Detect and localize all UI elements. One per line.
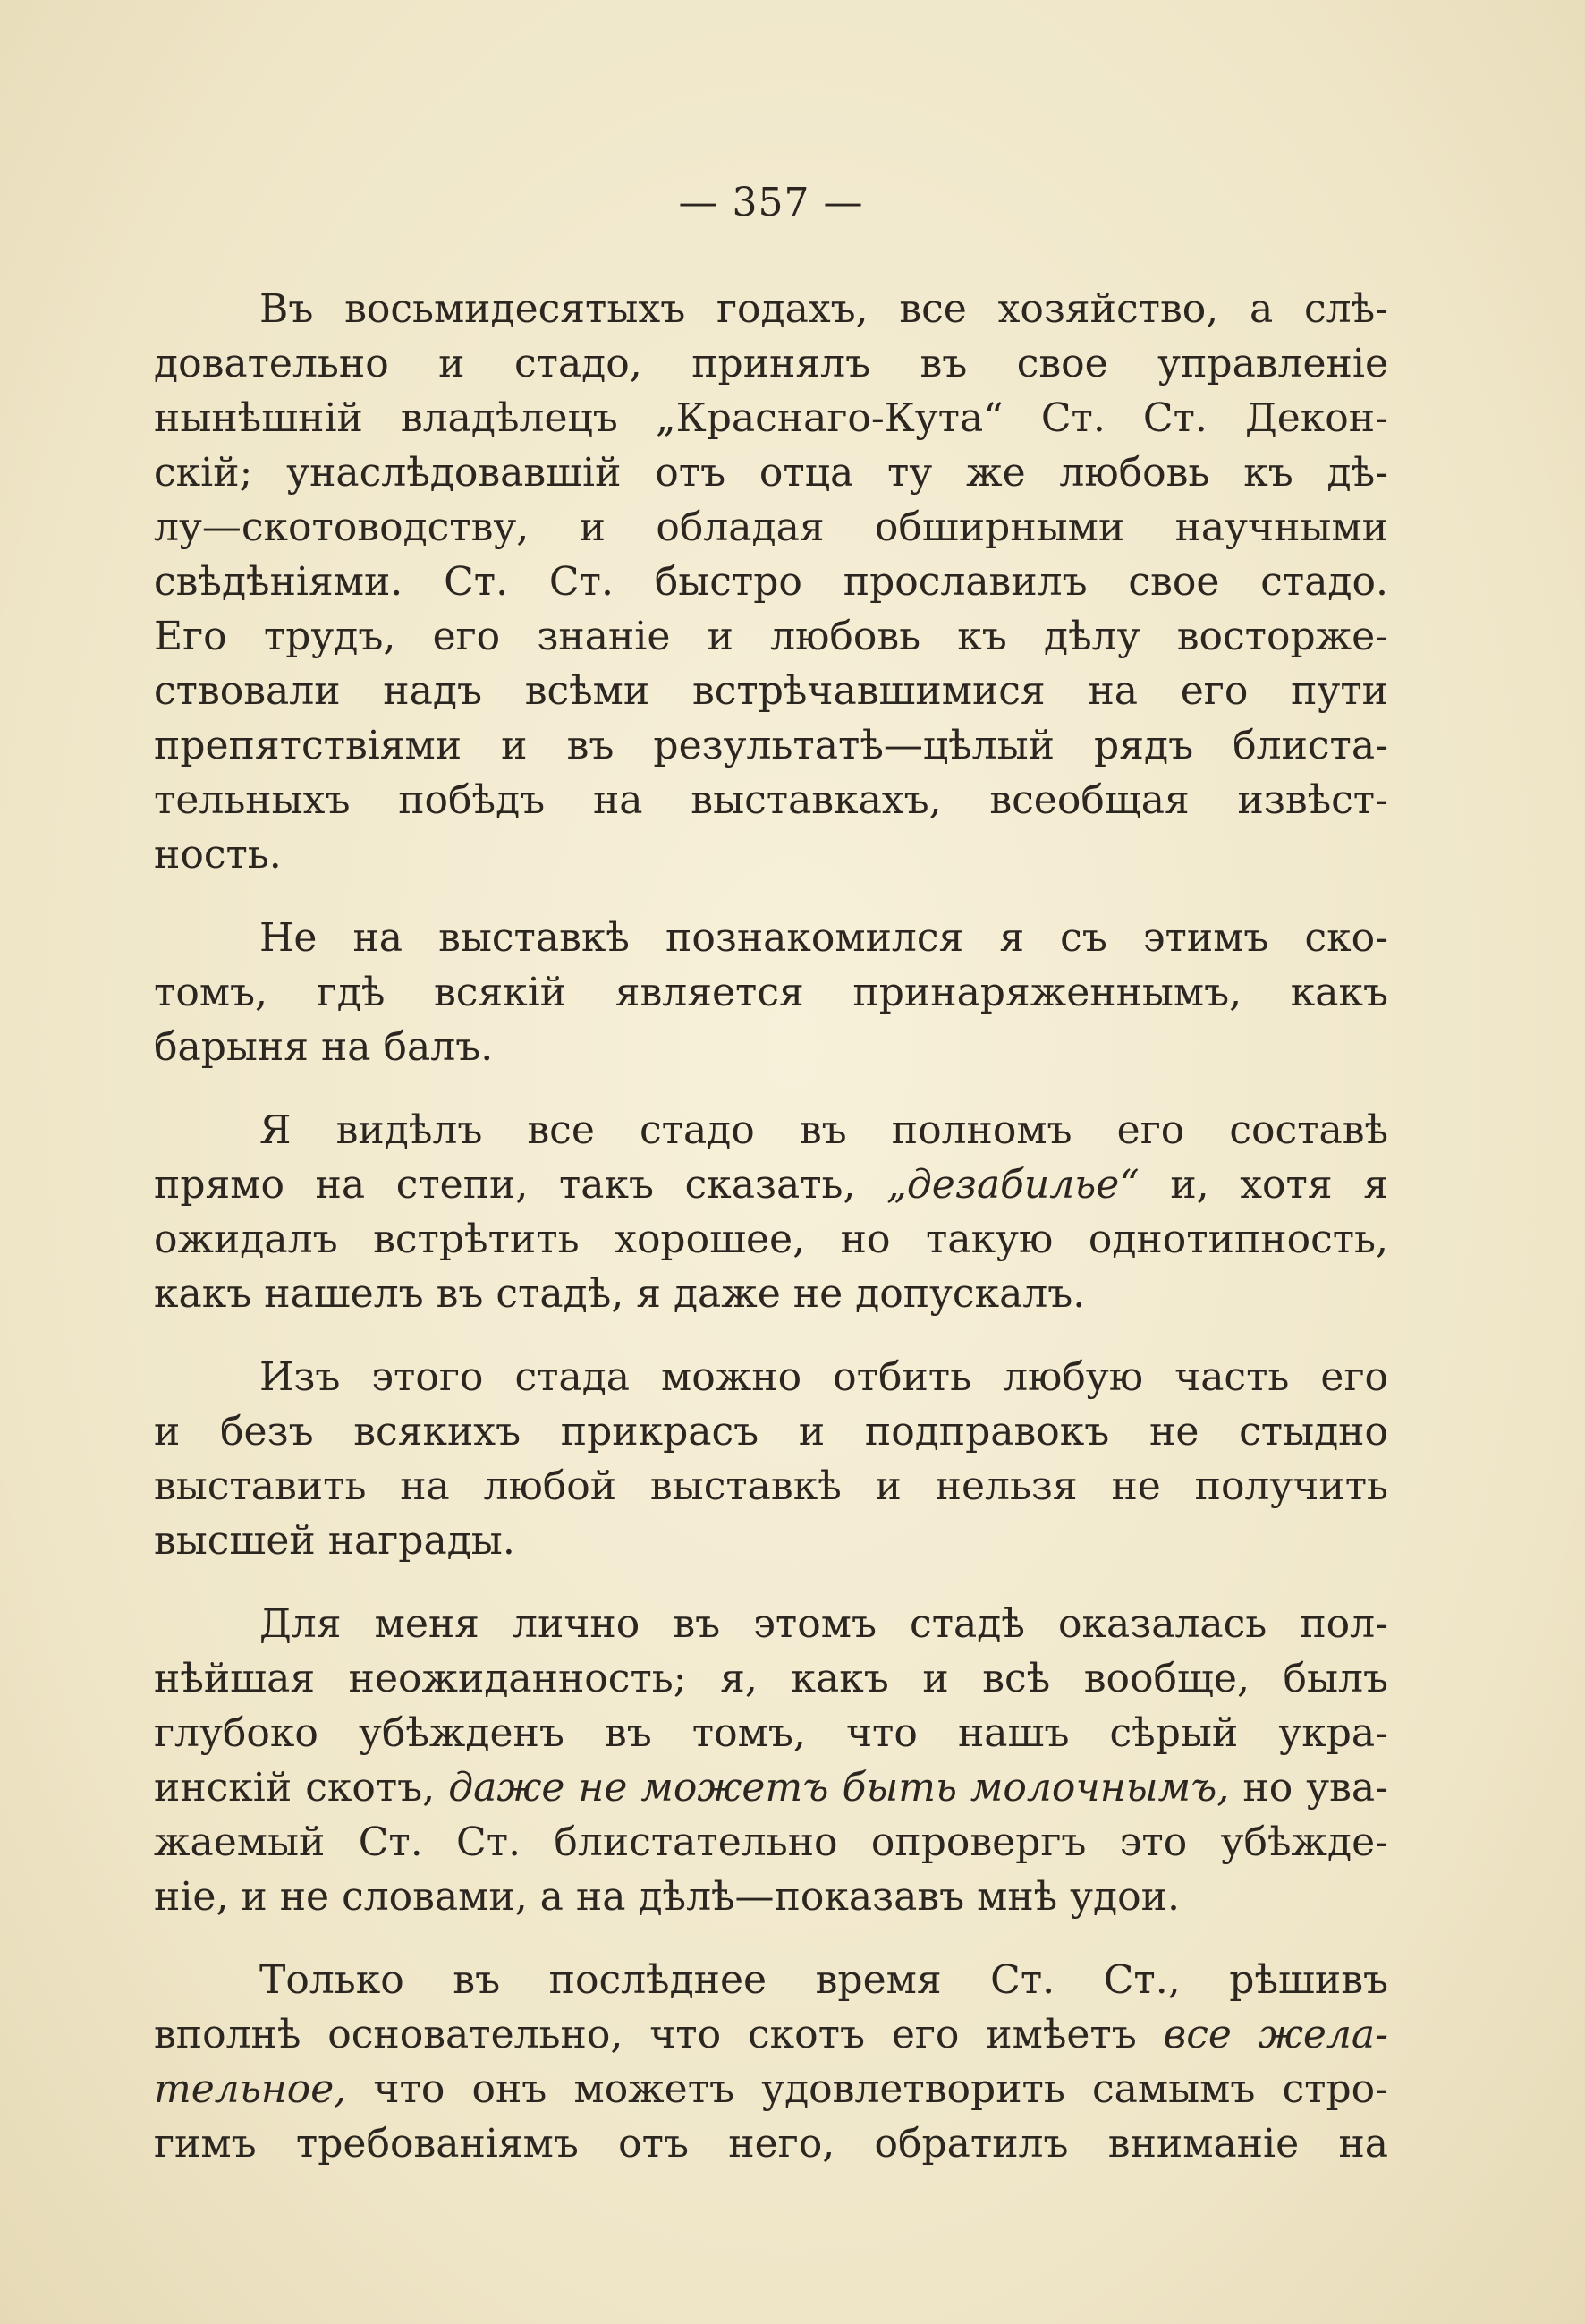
text-line: Его трудъ, его знаніе и любовь къ дѣлу восторже- bbox=[154, 614, 1388, 659]
paragraph-6 bbox=[154, 1953, 1388, 2171]
text-line: Не на выставкѣ познакомился я съ этимъ ско- bbox=[259, 915, 1388, 961]
text-line: Я видѣлъ все стадо въ полномъ его составѣ bbox=[259, 1107, 1388, 1153]
text-line: Въ восьмидесятыхъ годахъ, все хозяйство, а слѣ- bbox=[259, 286, 1388, 332]
text-line: барыня на балъ. bbox=[154, 1024, 494, 1070]
text-line: Изъ этого стада можно отбить любую часть его bbox=[259, 1354, 1388, 1400]
text-line: ность. bbox=[154, 832, 282, 878]
text-line: глубоко убѣжденъ въ томъ, что нашъ сѣрый укра- bbox=[154, 1710, 1388, 1756]
text-segment: но ува- bbox=[1242, 1765, 1388, 1811]
italic-phrase: все жела- bbox=[1163, 2012, 1388, 2057]
text-line: скій; унаслѣдовавшій отъ отца ту же любовь къ дѣ- bbox=[154, 450, 1388, 496]
text-line-mixed bbox=[154, 2062, 1388, 2116]
paragraph-5 bbox=[154, 1597, 1388, 1924]
text-segment: вполнѣ основательно, что скотъ его имѣетъ bbox=[154, 2012, 1137, 2057]
paragraph-2 bbox=[154, 911, 1388, 1074]
book-page bbox=[154, 180, 1388, 2200]
text-line: ствовали надъ всѣми встрѣчавшимися на его пути bbox=[154, 668, 1388, 714]
text-line: препятствіями и въ результатѣ—цѣлый рядъ блиста- bbox=[154, 723, 1388, 768]
text-line: довательно и стадо, принялъ въ свое управленіе bbox=[154, 341, 1388, 386]
text-line: нынѣшній владѣлецъ „Краснаго-Кута“ Ст. Ст. Декон- bbox=[154, 395, 1388, 441]
text-line: Для меня лично въ этомъ стадѣ оказалась пол- bbox=[259, 1601, 1388, 1647]
text-line: ніе, и не словами, а на дѣлѣ—показавъ мнѣ удои. bbox=[154, 1874, 1180, 1920]
text-line-mixed bbox=[154, 1158, 1388, 1212]
text-segment: что онъ можетъ удовлетворить самымъ стро- bbox=[373, 2066, 1388, 2112]
text-line: свѣдѣніями. Ст. Ст. быстро прославилъ свое стадо. bbox=[154, 559, 1388, 605]
text-line-mixed bbox=[154, 2007, 1388, 2062]
italic-term: „дезабилье“ bbox=[886, 1162, 1140, 1208]
paragraph-4 bbox=[154, 1350, 1388, 1568]
text-line: какъ нашелъ въ стадѣ, я даже не допускалъ. bbox=[154, 1271, 1086, 1317]
paragraph-3 bbox=[154, 1103, 1388, 1321]
text-line: нѣйшая неожиданность; я, какъ и всѣ вообще, былъ bbox=[154, 1656, 1388, 1701]
text-line: жаемый Ст. Ст. блистательно опровергъ это убѣжде- bbox=[154, 1819, 1388, 1865]
text-line: томъ, гдѣ всякій является принаряженнымъ, какъ bbox=[154, 970, 1388, 1015]
text-line: тельныхъ побѣдъ на выставкахъ, всеобщая извѣст- bbox=[154, 777, 1388, 823]
paragraph-1 bbox=[154, 282, 1388, 882]
text-line: лу—скотоводству, и обладая обширными научными bbox=[154, 505, 1388, 550]
text-segment: прямо на степи, такъ сказать, bbox=[154, 1162, 856, 1208]
italic-phrase: тельное, bbox=[154, 2066, 347, 2112]
page-number: — 357 — bbox=[678, 180, 864, 225]
text-line: ожидалъ встрѣтить хорошее, но такую однотипность, bbox=[154, 1217, 1388, 1262]
italic-phrase: даже не можетъ быть молочнымъ, bbox=[448, 1765, 1230, 1811]
text-line: выставить на любой выставкѣ и нельзя не получить bbox=[154, 1463, 1388, 1509]
text-line: высшей награды. bbox=[154, 1518, 515, 1564]
text-line: Только въ послѣднее время Ст. Ст., рѣшивъ bbox=[259, 1957, 1388, 2003]
text-segment: инскій скотъ, bbox=[154, 1765, 436, 1811]
text-line: гимъ требованіямъ отъ него, обратилъ вниманіе на bbox=[154, 2121, 1388, 2167]
text-segment: и, хотя я bbox=[1170, 1162, 1388, 1208]
text-line: и безъ всякихъ прикрасъ и подправокъ не стыдно bbox=[154, 1409, 1388, 1455]
text-line-mixed bbox=[154, 1760, 1388, 1815]
